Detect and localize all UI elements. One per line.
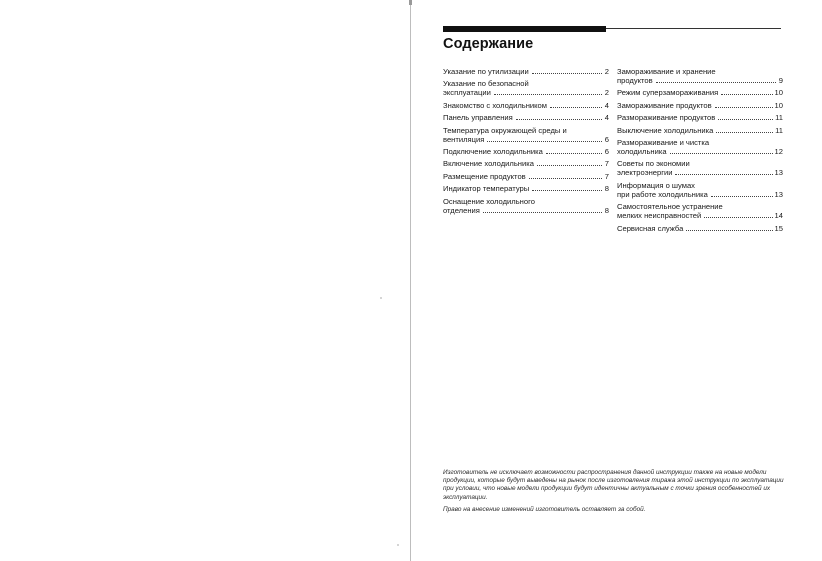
toc-entry-row [443, 67, 609, 76]
toc-entry-title: Режим суперзамораживания [617, 88, 719, 98]
page-title: Содержание [443, 36, 534, 52]
toc-entry[interactable] [443, 79, 609, 97]
toc-entry-title: Указание по утилизации [443, 67, 529, 76]
toc-entry-title-line: Информация о шумах [617, 180, 695, 190]
toc-entry-title: Размещение продуктов [443, 171, 526, 181]
toc-entry-title: эксплуатации [443, 88, 491, 98]
dot-leader [670, 153, 773, 154]
toc-right-column [617, 67, 783, 236]
dot-leader [686, 230, 772, 231]
toc-page-number: 11 [775, 113, 783, 123]
toc-page-number: 7 [604, 171, 609, 181]
toc-entry-row [617, 147, 783, 156]
dot-leader [656, 82, 776, 83]
dot-leader [532, 73, 602, 74]
toc-entry-row [617, 168, 783, 177]
toc-page-number: 4 [604, 113, 609, 123]
toc-entry-row [443, 206, 609, 215]
toc-entry-title: продуктов [617, 76, 653, 85]
toc-entry-title: Панель управления [443, 113, 513, 123]
toc-entry-row [443, 135, 609, 144]
footnote-paragraph: Право на внесение изменений изготовитель оставляет за собой. [443, 505, 646, 513]
toc-entry-row [443, 184, 609, 193]
toc-entry[interactable] [617, 202, 783, 220]
toc-page-number: 10 [774, 88, 783, 98]
title-bar-thin [606, 28, 781, 29]
footnote [443, 469, 788, 518]
dot-leader [550, 107, 602, 108]
toc-page-number: 7 [604, 159, 609, 169]
toc-entry-title-line: Температура окружающей среды и [443, 125, 567, 135]
toc-entry[interactable] [443, 126, 609, 144]
dot-leader [718, 119, 773, 120]
toc-entry-row [443, 88, 609, 97]
toc-entry-title-line: Советы по экономии [617, 159, 690, 169]
toc-entry[interactable] [617, 67, 783, 85]
toc-entry-title: электроэнергии [617, 168, 673, 178]
toc-entry-title-line: Самостоятельное устранение [617, 202, 723, 212]
toc-entry[interactable] [617, 159, 783, 177]
dot-leader [546, 153, 602, 154]
toc-entry[interactable] [617, 224, 783, 233]
toc-page-number: 10 [774, 100, 783, 110]
toc-entry-title: Включение холодильника [443, 159, 534, 169]
toc-page-number: 9 [778, 76, 783, 85]
dot-leader [487, 141, 602, 142]
toc-page-number: 13 [774, 168, 783, 178]
toc-entry[interactable] [617, 88, 783, 97]
toc-entry[interactable] [617, 113, 783, 122]
scan-speck [380, 297, 382, 299]
dot-leader [516, 119, 602, 120]
toc-entry[interactable] [443, 67, 609, 76]
toc-page-number: 2 [604, 67, 609, 76]
dot-leader [529, 178, 602, 179]
toc-entry-row [443, 101, 609, 110]
dot-leader [537, 165, 602, 166]
toc-entry-title: при работе холодильника [617, 189, 708, 199]
toc-entry-title-line: Указание по безопасной [443, 79, 529, 89]
toc-page-number: 13 [774, 189, 783, 199]
dot-leader [711, 196, 773, 197]
toc-entry[interactable] [443, 159, 609, 168]
toc-entry-row [617, 88, 783, 97]
toc-page-number: 6 [604, 134, 609, 144]
toc-entry-row [617, 101, 783, 110]
toc-entry-row [443, 172, 609, 181]
dot-leader [721, 94, 772, 95]
toc-page-number: 2 [604, 88, 609, 98]
toc-page-number: 11 [775, 125, 783, 135]
dot-leader [704, 217, 772, 218]
toc-entry-title-line: Оснащение холодильного [443, 196, 535, 206]
toc-entry-title: холодильника [617, 146, 667, 156]
title-bar-thick [443, 26, 606, 32]
toc-page-number: 8 [604, 205, 609, 215]
toc-entry[interactable] [617, 101, 783, 110]
toc-entry-row [443, 159, 609, 168]
dot-leader [532, 190, 602, 191]
toc-page-number: 4 [604, 100, 609, 110]
toc-entry[interactable] [443, 101, 609, 110]
toc-page-number: 14 [774, 211, 783, 221]
toc-entry-title: Выключение холодильника [617, 125, 714, 135]
toc-page-number: 15 [774, 223, 783, 233]
toc-entry-row [443, 113, 609, 122]
toc-entry-title-line: Замораживание и хранение [617, 67, 716, 76]
dot-leader [716, 132, 773, 133]
toc-entry[interactable] [617, 138, 783, 156]
toc-entry[interactable] [443, 197, 609, 215]
toc-entry[interactable] [443, 113, 609, 122]
toc-entry[interactable] [617, 181, 783, 199]
toc-page-number: 8 [604, 184, 609, 194]
toc-entry[interactable] [443, 147, 609, 156]
dot-leader [715, 107, 773, 108]
toc-entry-row [617, 211, 783, 220]
toc-entry-title: Подключение холодильника [443, 146, 543, 156]
toc-entry-row [617, 126, 783, 135]
footnote-paragraph: Изготовитель не исключает возможности распространения данной инструкции также на новые модели продукции, которые будут выведены на рынок после изготовления тиража этой инструкции по эксплуатации при условии, что новые модели продукции будут идентичны актуальным с точки зрения особенностей их эксплуатации. [443, 469, 784, 501]
dot-leader [494, 94, 602, 95]
toc-left-column [443, 67, 609, 218]
toc-entry-row [443, 147, 609, 156]
dot-leader [675, 174, 772, 175]
toc-entry-title: Индикатор температуры [443, 184, 530, 194]
toc-page-number: 6 [604, 146, 609, 156]
toc-entry-row [617, 76, 783, 85]
toc-entry[interactable] [443, 172, 609, 181]
scan-speck [397, 544, 399, 546]
toc-entry[interactable] [617, 126, 783, 135]
dot-leader [483, 212, 602, 213]
toc-entry-title: Размораживание продуктов [617, 113, 716, 123]
toc-entry-title: отделения [443, 205, 480, 215]
toc-entry-title-line: Размораживание и чистка [617, 137, 710, 147]
toc-entry-title: Сервисная служба [617, 223, 684, 233]
fold-mark [409, 0, 412, 5]
toc-entry-title: вентиляция [443, 134, 485, 144]
toc-entry-row [617, 190, 783, 199]
toc-entry-title: Замораживание продуктов [617, 100, 712, 110]
toc-entry-title: Знакомство с холодильником [443, 100, 548, 110]
toc-entry-row [617, 224, 783, 233]
toc-entry-title: мелких неисправностей [617, 211, 702, 221]
toc-entry[interactable] [443, 184, 609, 193]
toc-entry-row [617, 113, 783, 122]
page-fold-line [410, 0, 411, 561]
toc-page-number: 12 [774, 146, 783, 156]
